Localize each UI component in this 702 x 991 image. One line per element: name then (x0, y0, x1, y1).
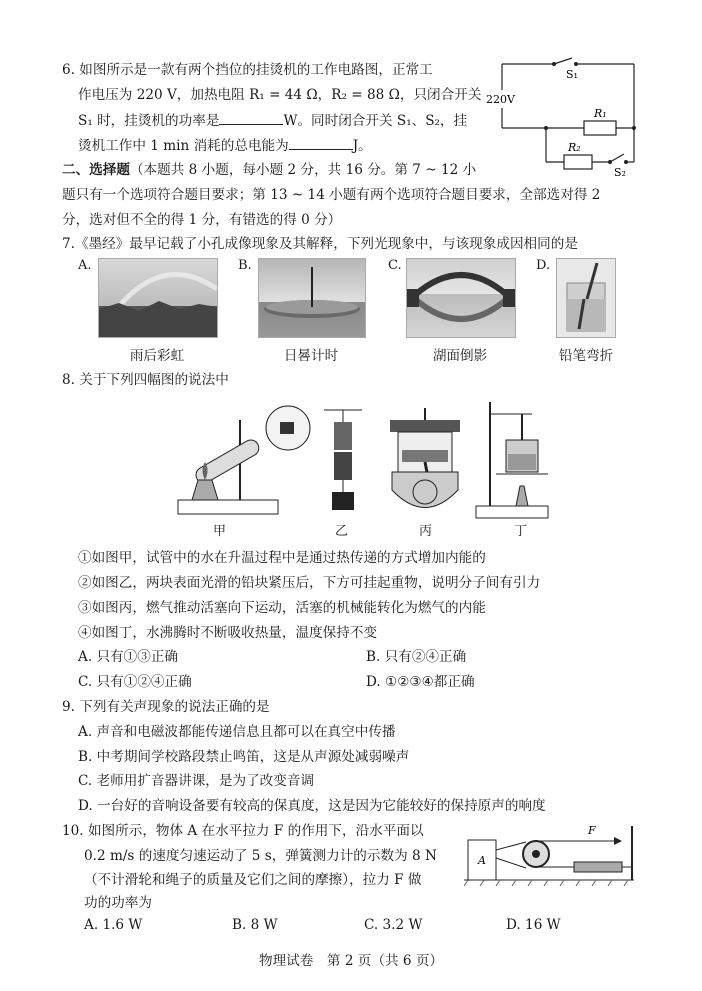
q10-block-label: A (478, 854, 486, 867)
q10-option-a[interactable]: A. 1.6 W (84, 917, 143, 933)
q8-figure-bing (380, 400, 470, 520)
q6-circuit-diagram (484, 50, 644, 180)
q10-line3: （不计滑轮和绳子的质量及它们之间的摩擦），拉力 F 做 (84, 872, 422, 888)
q10-option-d[interactable]: D. 16 W (506, 917, 561, 933)
q8-figure-ding (472, 400, 552, 520)
q7-option-c-letter: C. (388, 258, 402, 273)
section2-line2: 题只有一个选项符合题目要求；第 13 ~ 14 小题有两个选项符合题目要求，全部选对得 2 (62, 187, 601, 203)
q8-stem: 8. 关于下列四幅图的说法中 (62, 372, 229, 388)
section2-desc1: （本题共 8 小题，每小题 2 分，共 16 分。第 7 ~ 12 小 (129, 162, 477, 178)
q8-option-d[interactable]: D. ①②③④都正确 (366, 674, 475, 690)
q7-option-c-caption: 湖面倒影 (432, 348, 488, 364)
q8-option-b[interactable]: B. 只有②④正确 (366, 649, 467, 665)
q6-line1: 6. 如图所示是一款有两个挡位的挂烫机的工作电路图，正常工 (62, 62, 433, 78)
q9-option-d[interactable]: D. 一台好的音响设备要有较高的保真度，这是因为它能较好的保持原声的响度 (78, 798, 546, 814)
q6-line3-b: W。同时闭合开关 S₁、S₂，挂 (283, 113, 468, 129)
q7-option-d-caption: 铅笔弯折 (558, 348, 614, 364)
q8-figure-label-yi: 乙 (335, 524, 349, 539)
q7-option-b-sundial-image[interactable] (258, 258, 366, 338)
q10-option-c[interactable]: C. 3.2 W (364, 917, 423, 933)
circuit-r2-label: R₂ (568, 141, 581, 154)
q8-figure-yi (318, 400, 368, 520)
q6-answer-blank-2[interactable] (289, 135, 353, 150)
q6-line3-a: S₁ 时，挂烫机的功率是 (78, 113, 220, 129)
q6-line2: 作电压为 220 V，加热电阻 R₁ = 44 Ω，R₂ = 88 Ω，只闭合开关 (78, 87, 482, 103)
q8-figure-jia (170, 400, 330, 520)
section2-heading: 二、选择题 (62, 162, 130, 178)
q6-answer-blank-1[interactable] (219, 110, 283, 125)
circuit-s2-label: S₂ (614, 166, 626, 179)
q9-stem: 9. 下列有关声现象的说法正确的是 (62, 699, 270, 715)
q6-line4-b: J。 (352, 138, 372, 154)
q10-option-b[interactable]: B. 8 W (232, 917, 278, 933)
q8-figure-label-bing: 丙 (419, 524, 433, 539)
circuit-voltage-label: 220V (486, 93, 515, 106)
q7-option-a-letter: A. (78, 258, 92, 273)
q8-option-c[interactable]: C. 只有①②④正确 (78, 674, 192, 690)
circuit-s1-label: S₁ (566, 68, 578, 81)
q7-option-d-pencil-image[interactable] (556, 258, 616, 338)
q9-option-b[interactable]: B. 中考期间学校路段禁止鸣笛，这是从声源处减弱噪声 (78, 749, 410, 765)
q7-option-a-rainbow-image[interactable] (98, 258, 218, 338)
q7-option-a-caption: 雨后彩虹 (129, 348, 185, 364)
q10-line1: 10. 如图所示，物体 A 在水平拉力 F 的作用下，沿水平面以 (62, 823, 424, 839)
q8-statement-4: ④如图丁，水沸腾时不断吸收热量，温度保持不变 (78, 625, 378, 641)
q7-option-c-reflection-image[interactable] (406, 258, 516, 338)
q9-option-a[interactable]: A. 声音和电磁波都能传递信息且都可以在真空中传播 (78, 724, 396, 740)
q9-option-c[interactable]: C. 老师用扩音器讲课，是为了改变音调 (78, 773, 315, 789)
q7-option-d-letter: D. (536, 258, 551, 273)
q6-line4-a: 烫机工作中 1 min 消耗的总电能为 (78, 138, 289, 154)
q7-stem: 7.《墨经》最早记载了小孔成像现象及其解释，下列光现象中，与该现象成因相同的是 (62, 236, 578, 252)
circuit-r1-label: R₁ (594, 107, 607, 120)
q8-statement-2: ②如图乙，两块表面光滑的铅块紧压后，下方可挂起重物，说明分子间有引力 (78, 575, 541, 591)
q8-statement-3: ③如图丙，燃气推动活塞向下运动，活塞的机械能转化为燃气的内能 (78, 600, 486, 616)
q10-pulley-diagram (464, 818, 644, 888)
q8-option-a[interactable]: A. 只有①③正确 (78, 649, 179, 665)
q7-option-b-caption: 日晷计时 (283, 348, 339, 364)
q10-force-label: F (588, 824, 596, 837)
q6-line3 (78, 110, 467, 131)
q10-line2: 0.2 m/s 的速度匀速运动了 5 s，弹簧测力计的示数为 8 N (84, 848, 437, 864)
q10-line4: 功的功率为 (84, 895, 152, 911)
q8-figure-label-jia: 甲 (213, 524, 227, 539)
q8-figure-label-ding: 丁 (514, 524, 528, 539)
q6-line4 (78, 135, 372, 156)
page-footer: 物理试卷 第 2 页（共 6 页） (258, 953, 444, 969)
q7-option-b-letter: B. (238, 258, 252, 273)
q8-statement-1: ①如图甲，试管中的水在升温过程中是通过热传递的方式增加内能的 (78, 550, 486, 566)
section2-line3: 分，选对但不全的得 1 分，有错选的得 0 分） (62, 212, 342, 228)
section2-line1 (62, 160, 476, 180)
